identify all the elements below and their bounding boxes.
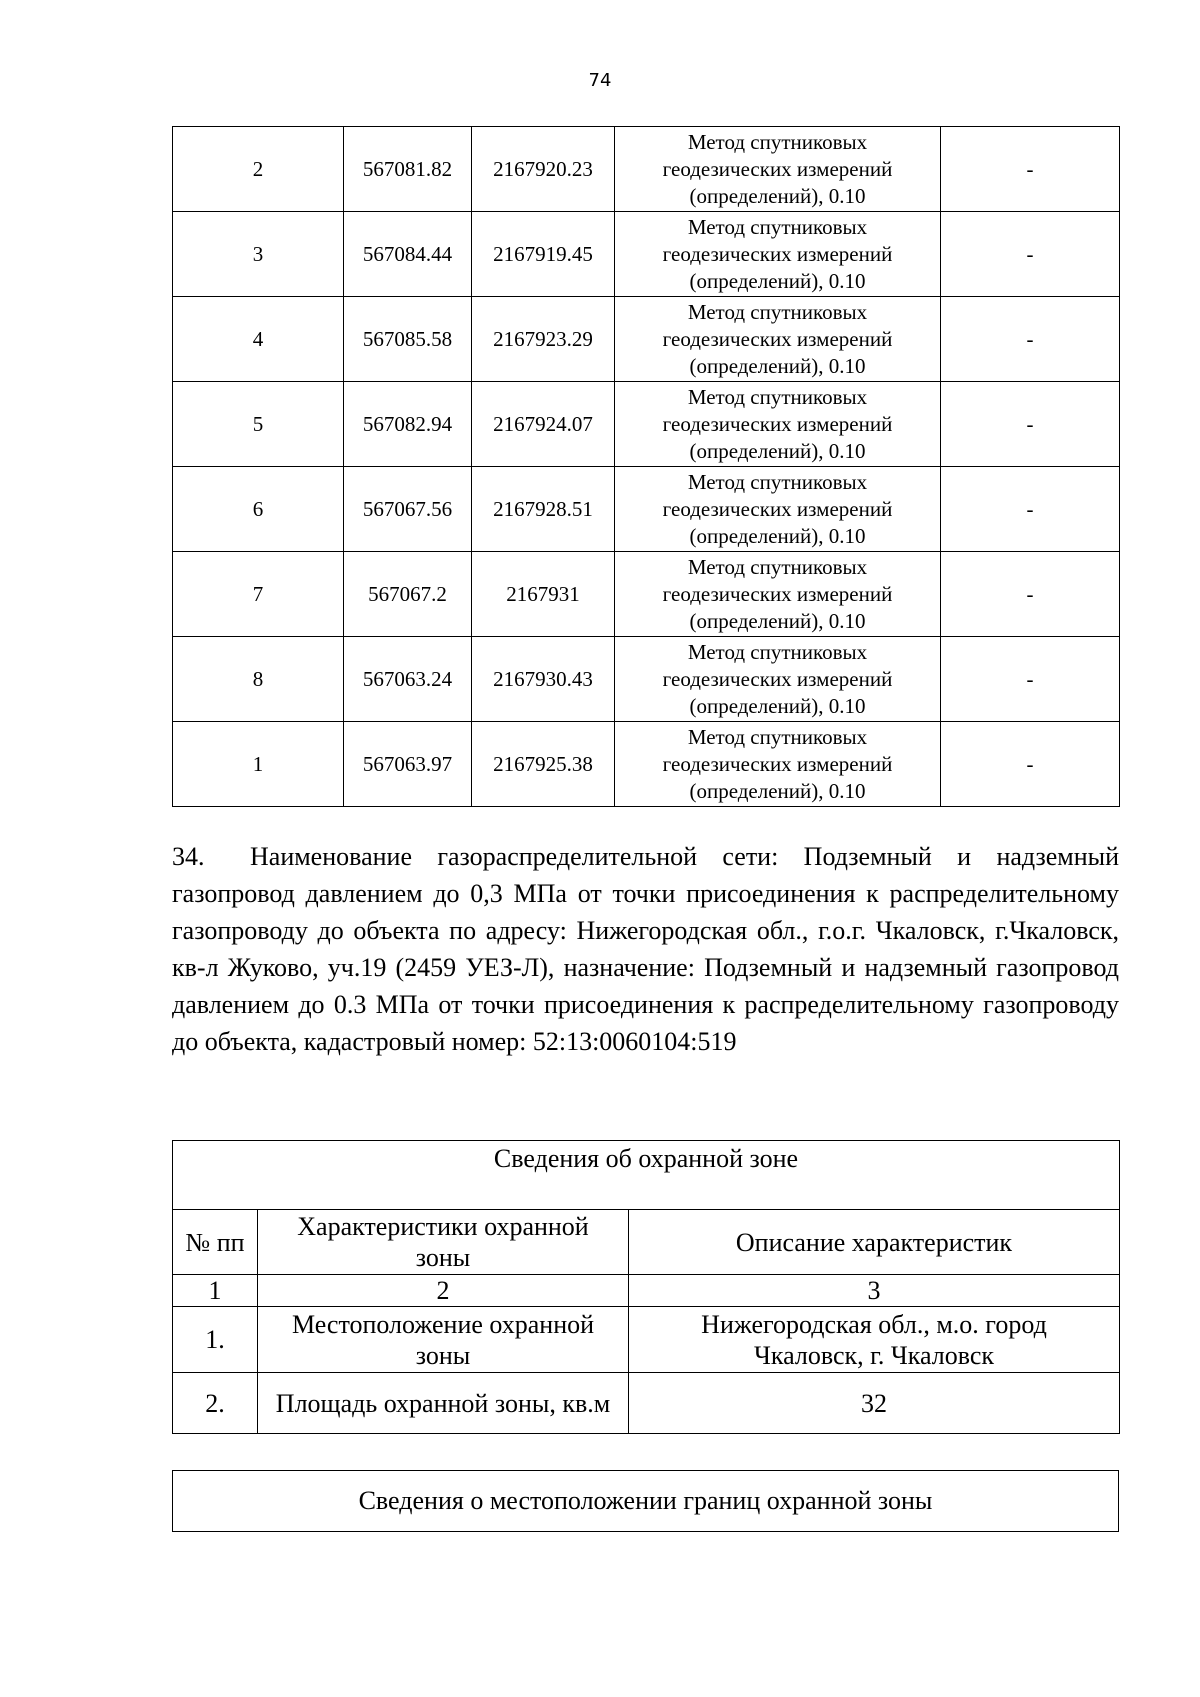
note-cell: -	[941, 382, 1120, 467]
point-number-cell: 2	[173, 127, 344, 212]
method-cell	[615, 382, 941, 467]
method-line: геодезических измерений	[662, 496, 893, 521]
method-cell	[615, 127, 941, 212]
coordinates-table	[172, 126, 1120, 807]
method-line: Метод спутниковых	[687, 469, 868, 494]
method-line: геодезических измерений	[662, 581, 893, 606]
table-row	[173, 1307, 1120, 1373]
zone-table-title-row	[173, 1141, 1120, 1210]
section-number: 34.	[172, 842, 205, 871]
method-cell	[615, 467, 941, 552]
table-row	[173, 212, 1120, 297]
y-coordinate-cell: 2167924.07	[472, 382, 615, 467]
zone-table-column-numbers	[173, 1275, 1120, 1307]
method-cell	[615, 552, 941, 637]
row-description: 32	[629, 1373, 1120, 1434]
x-coordinate-cell: 567063.24	[344, 637, 472, 722]
header-characteristic	[258, 1210, 629, 1275]
point-number-cell: 6	[173, 467, 344, 552]
point-number-cell: 4	[173, 297, 344, 382]
table-row	[173, 297, 1120, 382]
borders-table-title-row	[173, 1471, 1119, 1532]
y-coordinate-cell: 2167920.23	[472, 127, 615, 212]
method-cell	[615, 212, 941, 297]
method-line: геодезических измерений	[662, 326, 893, 351]
x-coordinate-cell: 567084.44	[344, 212, 472, 297]
y-coordinate-cell: 2167925.38	[472, 722, 615, 807]
point-number-cell: 7	[173, 552, 344, 637]
header-num: № пп	[173, 1210, 258, 1275]
method-line: геодезических измерений	[662, 666, 893, 691]
method-line: (определений), 0.10	[689, 693, 866, 718]
note-cell: -	[941, 552, 1120, 637]
row-description	[629, 1307, 1120, 1373]
zone-table-title: Сведения об охранной зоне	[173, 1141, 1120, 1210]
x-coordinate-cell: 567082.94	[344, 382, 472, 467]
method-line: Метод спутниковых	[687, 639, 868, 664]
x-coordinate-cell: 567067.56	[344, 467, 472, 552]
method-line: (определений), 0.10	[689, 523, 866, 548]
point-number-cell: 3	[173, 212, 344, 297]
method-line: геодезических измерений	[662, 411, 893, 436]
section-34-paragraph	[172, 838, 1119, 1060]
row-num: 1.	[173, 1307, 258, 1373]
table-row	[173, 637, 1120, 722]
method-line: Метод спутниковых	[687, 384, 868, 409]
y-coordinate-cell: 2167928.51	[472, 467, 615, 552]
note-cell: -	[941, 212, 1120, 297]
point-number-cell: 8	[173, 637, 344, 722]
row-description-line: Нижегородская обл., м.о. город	[701, 1309, 1047, 1339]
y-coordinate-cell: 2167919.45	[472, 212, 615, 297]
x-coordinate-cell: 567081.82	[344, 127, 472, 212]
column-number: 2	[258, 1275, 629, 1307]
method-line: Метод спутниковых	[687, 724, 868, 749]
section-text: Наименование газораспределительной сети: Подземный и надземный газопровод давлением до 0,3 МПа от точки присоединения к распределительному газопроводу до объекта по адресу: Нижегородская обл., г.о.г. Чкаловск, г.Чкаловск, кв-л Жуково, уч.19 (2459 УЕЗ-Л), назначение: Подземный и надземный газопровод давлением до 0.3 МПа от точки присоединения к распределительному газопроводу до объекта, кадастровый номер: 52:13:0060104:519	[172, 842, 1119, 1056]
row-num: 2.	[173, 1373, 258, 1434]
method-line: (определений), 0.10	[689, 438, 866, 463]
column-number: 3	[629, 1275, 1120, 1307]
point-number-cell: 5	[173, 382, 344, 467]
zone-borders-table	[172, 1470, 1119, 1532]
x-coordinate-cell: 567085.58	[344, 297, 472, 382]
method-line: (определений), 0.10	[689, 353, 866, 378]
note-cell: -	[941, 637, 1120, 722]
method-line: геодезических измерений	[662, 241, 893, 266]
method-line: (определений), 0.10	[689, 268, 866, 293]
header-characteristic-line: Характеристики охранной	[297, 1212, 589, 1241]
page-number: 74	[588, 70, 612, 91]
row-description-line: Чкаловск, г. Чкаловск	[753, 1340, 995, 1370]
table-row	[173, 467, 1120, 552]
table-row	[173, 552, 1120, 637]
note-cell: -	[941, 467, 1120, 552]
borders-table-title: Сведения о местоположении границ охранной зоны	[173, 1471, 1119, 1532]
header-description: Описание характеристик	[629, 1210, 1120, 1275]
method-cell	[615, 297, 941, 382]
table-row	[173, 382, 1120, 467]
y-coordinate-cell: 2167931	[472, 552, 615, 637]
note-cell: -	[941, 127, 1120, 212]
protection-zone-table	[172, 1140, 1120, 1434]
row-characteristic: Площадь охранной зоны, кв.м	[258, 1373, 629, 1434]
column-number: 1	[173, 1275, 258, 1307]
point-number-cell: 1	[173, 722, 344, 807]
y-coordinate-cell: 2167930.43	[472, 637, 615, 722]
header-characteristic-line: зоны	[415, 1243, 471, 1272]
row-characteristic	[258, 1307, 629, 1373]
method-line: (определений), 0.10	[689, 608, 866, 633]
method-line: Метод спутниковых	[687, 129, 868, 154]
y-coordinate-cell: 2167923.29	[472, 297, 615, 382]
method-line: геодезических измерений	[662, 156, 893, 181]
x-coordinate-cell: 567067.2	[344, 552, 472, 637]
method-line: Метод спутниковых	[687, 214, 868, 239]
row-characteristic-line: зоны	[415, 1340, 471, 1370]
method-line: Метод спутниковых	[687, 554, 868, 579]
row-characteristic-line: Местоположение охранной	[291, 1309, 595, 1339]
method-line: геодезических измерений	[662, 751, 893, 776]
x-coordinate-cell: 567063.97	[344, 722, 472, 807]
method-line: (определений), 0.10	[689, 183, 866, 208]
note-cell: -	[941, 297, 1120, 382]
table-row	[173, 1373, 1120, 1434]
table-row	[173, 722, 1120, 807]
zone-table-header-row	[173, 1210, 1120, 1275]
method-line: (определений), 0.10	[689, 778, 866, 803]
method-line: Метод спутниковых	[687, 299, 868, 324]
method-cell	[615, 722, 941, 807]
note-cell: -	[941, 722, 1120, 807]
method-cell	[615, 637, 941, 722]
table-row	[173, 127, 1120, 212]
